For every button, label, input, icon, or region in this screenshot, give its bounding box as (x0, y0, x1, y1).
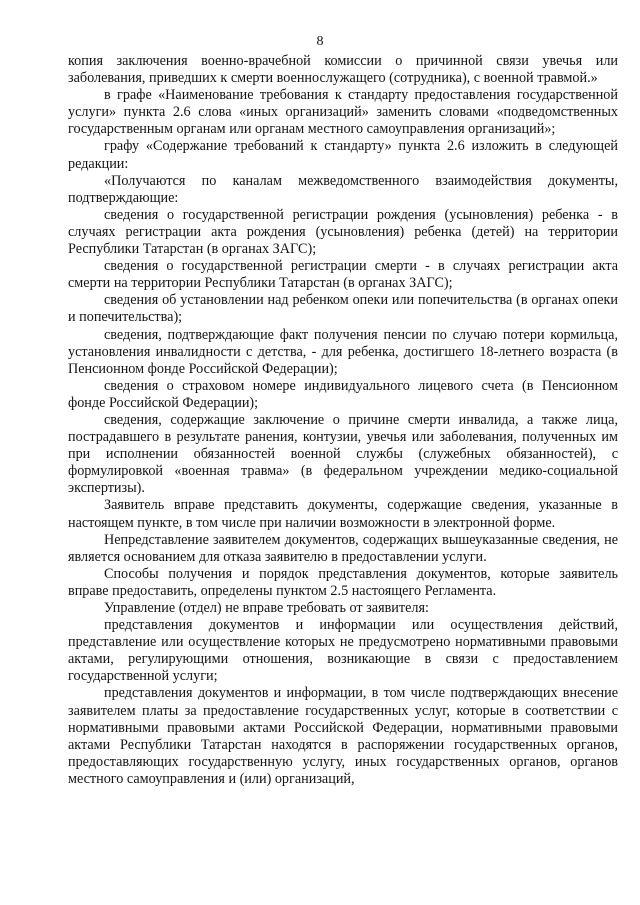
paragraph: сведения об установлении над ребенком опеки или попечительства (в органах опеки и попечительства); (68, 292, 618, 326)
paragraph: Управление (отдел) не вправе требовать от заявителя: (104, 600, 429, 616)
paragraph: представления документов и информации, в том числе подтверждающих внесение заявителем платы за предоставление государственных услуг, которые в соответствии с нормативными правовыми актами Российской Федерации, нормативными правовыми актами Республики Татарстан находятся в распоряжении государственных органов, предоставляющих государственную услугу, иных государственных органов, органов местного самоуправления и (или) организаций, (68, 685, 618, 787)
paragraph: Заявитель вправе представить документы, содержащие сведения, указанные в настоящем пункте, в том числе при наличии возможности в электронной форме. (68, 497, 618, 531)
paragraph: сведения о страховом номере индивидуального лицевого счета (в Пенсионном фонде Российской Федерации); (68, 377, 618, 411)
paragraph: в графе «Наименование требования к стандарту предоставления государственной услуги» пункта 2.6 слова «иных организаций» заменить словами «подведомственных государственным органам или органам местного самоуправления организаций»; (68, 87, 618, 138)
paragraph: представления документов и информации или осуществления действий, представление или осуществление которых не предусмотрено нормативными правовыми актами, регулирующими отношения, возникающие в связи с предоставлением государственной услуги; (68, 617, 618, 685)
paragraph: сведения, подтверждающие факт получения пенсии по случаю потери кормильца, установления инвалидности с детства, - для ребенка, достигшего 18-летнего возраста (в Пенсионном фонде Российской Федерации); (68, 326, 618, 377)
paragraph: Способы получения и порядок представления документов, которые заявитель вправе предоставить, определены пунктом 2.5 настоящего Регламента. (68, 565, 618, 599)
document-body (68, 53, 618, 788)
paragraph: сведения о государственной регистрации рождения (усыновления) ребенка - в случаях регистрации акта рождения (усыновления) ребенка (детей) на территории Республики Татарстан (в органах ЗАГС); (68, 206, 618, 258)
paragraph: «Получаются по каналам межведомственного взаимодействия документы, подтверждающие: (68, 172, 618, 206)
paragraph: копия заключения военно-врачебной комиссии о причинной связи увечья или заболевания, приведших к смерти военнослужащего (сотрудника), с военной травмой.» (68, 53, 618, 87)
paragraph: Непредставление заявителем документов, содержащих вышеуказанные сведения, не является основанием для отказа заявителю в предоставлении услуги. (68, 531, 618, 565)
page-number: 8 (316, 34, 324, 49)
paragraph: сведения о государственной регистрации смерти - в случаях регистрации акта смерти на территории Республики Татарстан (в органах ЗАГС); (68, 258, 618, 292)
paragraph: графу «Содержание требований к стандарту» пункта 2.6 изложить в следующей редакции: (68, 138, 618, 172)
paragraph: сведения, содержащие заключение о причине смерти инвалида, а также лица, пострадавшего в результате ранения, контузии, увечья или заболевания, полученных им при исполнении обязанностей военной службы (служебных обязанностей), с формулировкой «военная травма» (в федеральном учреждении медико-социальной экспертизы). (68, 411, 618, 497)
